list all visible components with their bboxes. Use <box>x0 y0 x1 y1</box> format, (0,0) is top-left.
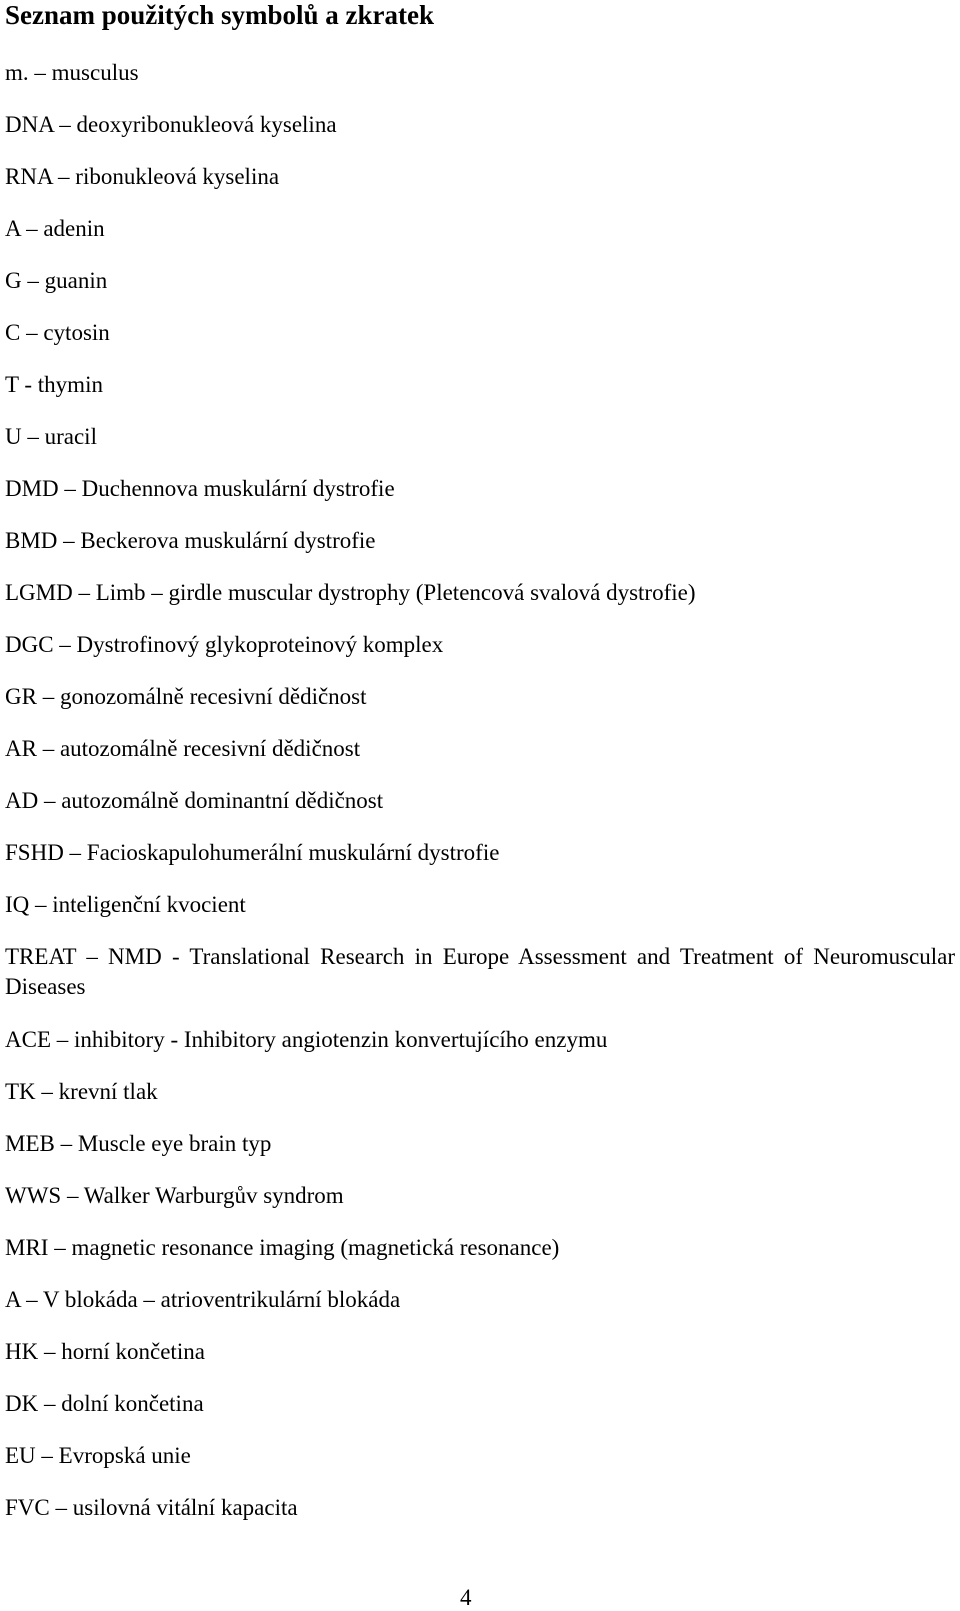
list-item: DMD – Duchennova muskulární dystrofie <box>5 476 395 501</box>
list-item: RNA – ribonukleová kyselina <box>5 164 280 189</box>
list-item: C – cytosin <box>5 320 110 345</box>
list-item: TK – krevní tlak <box>5 1079 158 1104</box>
list-item: HK – horní končetina <box>5 1339 205 1364</box>
list-item: DK – dolní končetina <box>5 1391 204 1416</box>
list-item: G – guanin <box>5 268 108 293</box>
list-item: A – V blokáda – atrioventrikulární blokáda <box>5 1287 401 1312</box>
list-item: MEB – Muscle eye brain typ <box>5 1131 272 1156</box>
list-item: U – uracil <box>5 424 97 449</box>
list-item: AR – autozomálně recesivní dědičnost <box>5 736 361 761</box>
list-item: TREAT – NMD - Translational Research in Europe Assessment and Treatment of Neuromuscular Diseases <box>5 944 955 999</box>
list-item: A – adenin <box>5 216 105 241</box>
list-item: ACE – inhibitory - Inhibitory angiotenzin konvertujícího enzymu <box>5 1027 608 1052</box>
list-item: DNA – deoxyribonukleová kyselina <box>5 112 337 137</box>
list-item: EU – Evropská unie <box>5 1443 191 1468</box>
list-item: MRI – magnetic resonance imaging (magnetická resonance) <box>5 1235 560 1260</box>
page-number: 4 <box>460 1585 472 1610</box>
list-item: AD – autozomálně dominantní dědičnost <box>5 788 384 813</box>
list-item: GR – gonozomálně recesivní dědičnost <box>5 684 367 709</box>
list-item: m. – musculus <box>5 60 139 85</box>
list-item: FVC – usilovná vitální kapacita <box>5 1495 298 1520</box>
list-item: LGMD – Limb – girdle muscular dystrophy (Pletencová svalová dystrofie) <box>5 580 696 605</box>
list-item: DGC – Dystrofinový glykoproteinový komplex <box>5 632 444 657</box>
list-item: T - thymin <box>5 372 103 397</box>
page-title: Seznam použitých symbolů a zkratek <box>5 0 435 30</box>
list-item: BMD – Beckerova muskulární dystrofie <box>5 528 376 553</box>
list-item: FSHD – Facioskapulohumerální muskulární dystrofie <box>5 840 500 865</box>
list-item: WWS – Walker Warburgův syndrom <box>5 1183 344 1208</box>
list-item: IQ – inteligenční kvocient <box>5 892 246 917</box>
